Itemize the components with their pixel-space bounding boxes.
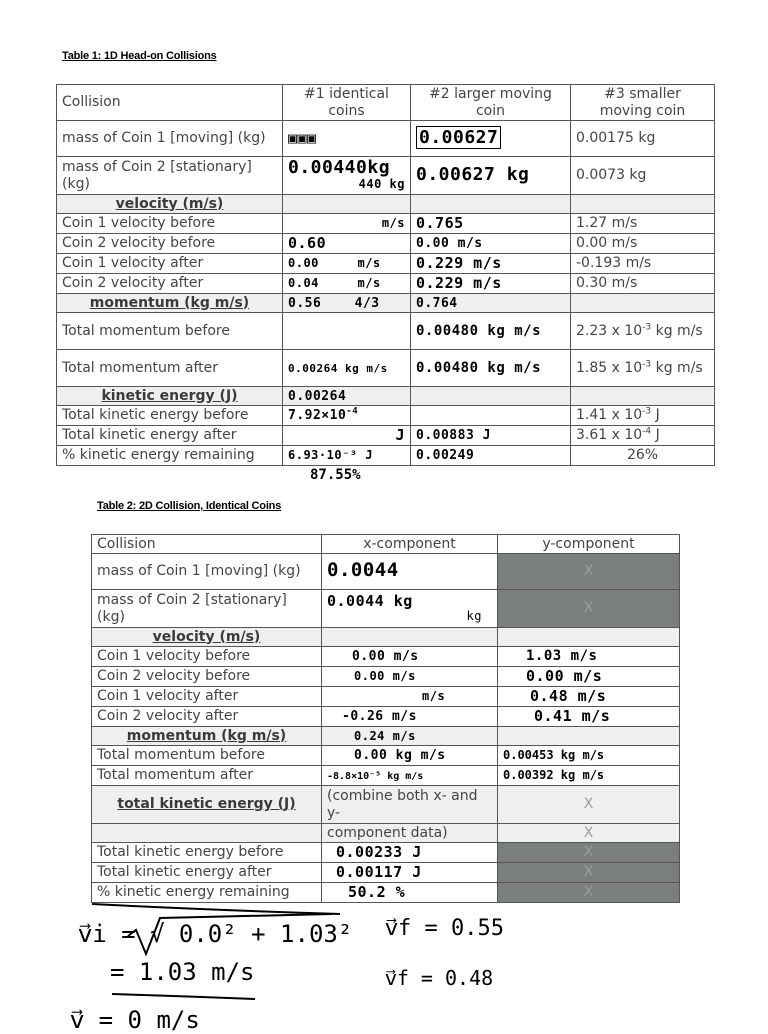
handwritten-value: 0.00233 J — [322, 843, 498, 863]
underline-stroke — [112, 994, 255, 999]
handwritten-value: 0.00392 kg m/s — [498, 766, 680, 786]
disabled-cell: X — [498, 554, 680, 590]
handwritten-note: v⃗i = √ 0.0² + 1.03² — [78, 920, 353, 948]
row-label: Coin 2 velocity before — [92, 667, 322, 687]
header-larger-moving-coin: #2 larger moving coin — [411, 85, 571, 121]
disabled-cell: X — [498, 590, 680, 628]
handwritten-value: J — [283, 426, 411, 446]
handwritten-note: = 1.03 m/s — [110, 958, 255, 986]
header-x-component: x-component — [322, 535, 498, 554]
cell-value: 0.00 m/s — [571, 234, 715, 254]
handwritten-value: 0.00453 kg m/s — [498, 746, 680, 766]
header-smaller-moving-coin: #3 smaller moving coin — [571, 85, 715, 121]
handwritten-value: -8.8×10⁻⁵ kg m/s — [322, 766, 498, 786]
handwritten-value: ▣▣▣ — [283, 121, 411, 157]
cell-note: (combine both x- and y- — [322, 786, 498, 824]
handwritten-value: 0.0044 kg kg — [322, 590, 498, 628]
handwritten-note: v⃗ = 0 m/s — [70, 1006, 200, 1034]
handwritten-value: 0.00264 kg m/s — [283, 350, 411, 387]
row-label: mass of Coin 2 [stationary] (kg) — [92, 590, 322, 628]
section-heading-momentum: momentum (kg m/s) — [57, 294, 283, 313]
section-heading-total-kinetic-energy: total kinetic energy (J) — [92, 786, 322, 824]
row-label: Total kinetic energy after — [92, 863, 322, 883]
table1-caption: Table 1: 1D Head-on Collisions — [62, 50, 217, 62]
row-label: Coin 2 velocity after — [57, 274, 283, 294]
handwritten-value: 0.00627 — [411, 121, 571, 157]
handwritten-value: 0.00627 kg — [411, 157, 571, 195]
disabled-cell: X — [498, 883, 680, 903]
section-heading-velocity: velocity (m/s) — [92, 628, 322, 647]
row-label: Total momentum before — [57, 313, 283, 350]
handwritten-value: 0.00264 — [283, 387, 411, 406]
disabled-cell: X — [498, 824, 680, 843]
row-label: Total kinetic energy before — [92, 843, 322, 863]
handwritten-value: 0.764 — [411, 294, 571, 313]
handwritten-value: m/s — [322, 687, 498, 707]
row-label: Coin 1 velocity after — [57, 254, 283, 274]
row-label: Total kinetic energy after — [57, 426, 283, 446]
handwritten-value: 0.00 m/s — [322, 667, 498, 687]
handwritten-value: 0.41 m/s — [498, 707, 680, 727]
row-label: Coin 1 velocity after — [92, 687, 322, 707]
handwritten-value: -0.26 m/s — [322, 707, 498, 727]
handwritten-value: 0.00480 kg m/s — [411, 350, 571, 387]
section-heading-kinetic-energy: kinetic energy (J) — [57, 387, 283, 406]
table2-caption: Table 2: 2D Collision, Identical Coins — [97, 500, 282, 512]
cell-value: 0.0073 kg — [571, 157, 715, 195]
cell-value: 1.41 x $10^{-3}$ J — [571, 406, 715, 426]
handwritten-value: 0.00 m/s — [498, 667, 680, 687]
handwritten-value: 1.03 m/s — [498, 647, 680, 667]
handwritten-value: $7.92\times 10^{-4}$ — [283, 406, 411, 426]
header-collision: Collision — [92, 535, 322, 554]
handwritten-note: 87.55% — [310, 467, 361, 483]
section-heading-velocity: velocity (m/s) — [57, 195, 283, 214]
handwritten-note: v⃗f = 0.55 — [385, 916, 504, 941]
handwritten-value: 0.56 4/3 — [283, 294, 411, 313]
row-label: Coin 2 velocity after — [92, 707, 322, 727]
handwritten-value: 0.0044 — [322, 554, 498, 590]
cell-value: 26% — [571, 446, 715, 466]
header-y-component: y-component — [498, 535, 680, 554]
handwritten-value: 0.00440kg 440 kg — [283, 157, 411, 195]
handwritten-note: v⃗f = 0.48 — [385, 966, 494, 990]
row-label: % kinetic energy remaining — [57, 446, 283, 466]
handwritten-value: 0.00249 — [411, 446, 571, 466]
row-label: Coin 1 velocity before — [57, 214, 283, 234]
handwritten-value: 0.60 — [283, 234, 411, 254]
row-label: Total momentum before — [92, 746, 322, 766]
row-label: mass of Coin 2 [stationary] (kg) — [57, 157, 283, 195]
disabled-cell: X — [498, 843, 680, 863]
handwritten-value: 0.00117 J — [322, 863, 498, 883]
handwritten-value: 6.93·10⁻³ J — [283, 446, 411, 466]
row-label: % kinetic energy remaining — [92, 883, 322, 903]
row-label: Total momentum after — [92, 766, 322, 786]
cell-value: 1.85 x $10^{-3}$ kg m/s — [571, 350, 715, 387]
cell-value: 3.61 x $10^{-4}$ J — [571, 426, 715, 446]
cell-value: 1.27 m/s — [571, 214, 715, 234]
handwritten-value: 0.00 kg m/s — [322, 746, 498, 766]
header-identical-coins: #1 identical coins — [283, 85, 411, 121]
row-label: Coin 2 velocity before — [57, 234, 283, 254]
row-label: Total momentum after — [57, 350, 283, 387]
cell-value: 2.23 x $10^{-3}$ kg m/s — [571, 313, 715, 350]
handwritten-value: 0.765 — [411, 214, 571, 234]
cell-value: 0.30 m/s — [571, 274, 715, 294]
disabled-cell: X — [498, 863, 680, 883]
handwritten-value: 50.2 % — [322, 883, 498, 903]
header-collision: Collision — [57, 85, 283, 121]
handwritten-value: 0.00 m/s — [283, 254, 411, 274]
disabled-cell: X — [498, 786, 680, 824]
handwritten-value: m/s — [283, 214, 411, 234]
handwritten-value: 0.24 m/s — [322, 727, 498, 746]
underline-stroke — [92, 904, 340, 914]
row-label: Coin 1 velocity before — [92, 647, 322, 667]
handwritten-value: 0.00480 kg m/s — [411, 313, 571, 350]
cell-value: 0.00175 kg — [571, 121, 715, 157]
handwritten-value: 0.229 m/s — [411, 254, 571, 274]
row-label: mass of Coin 1 [moving] (kg) — [92, 554, 322, 590]
handwritten-value: 0.00883 J — [411, 426, 571, 446]
section-heading-momentum: momentum (kg m/s) — [92, 727, 322, 746]
handwritten-value: 0.229 m/s — [411, 274, 571, 294]
row-label: Total kinetic energy before — [57, 406, 283, 426]
handwritten-value: 0.48 m/s — [498, 687, 680, 707]
handwritten-value: 0.00 m/s — [411, 234, 571, 254]
handwritten-value: 0.00 m/s — [322, 647, 498, 667]
cell-note: component data) — [322, 824, 498, 843]
row-label: mass of Coin 1 [moving] (kg) — [57, 121, 283, 157]
handwritten-value: 0.04 m/s — [283, 274, 411, 294]
cell-value: -0.193 m/s — [571, 254, 715, 274]
